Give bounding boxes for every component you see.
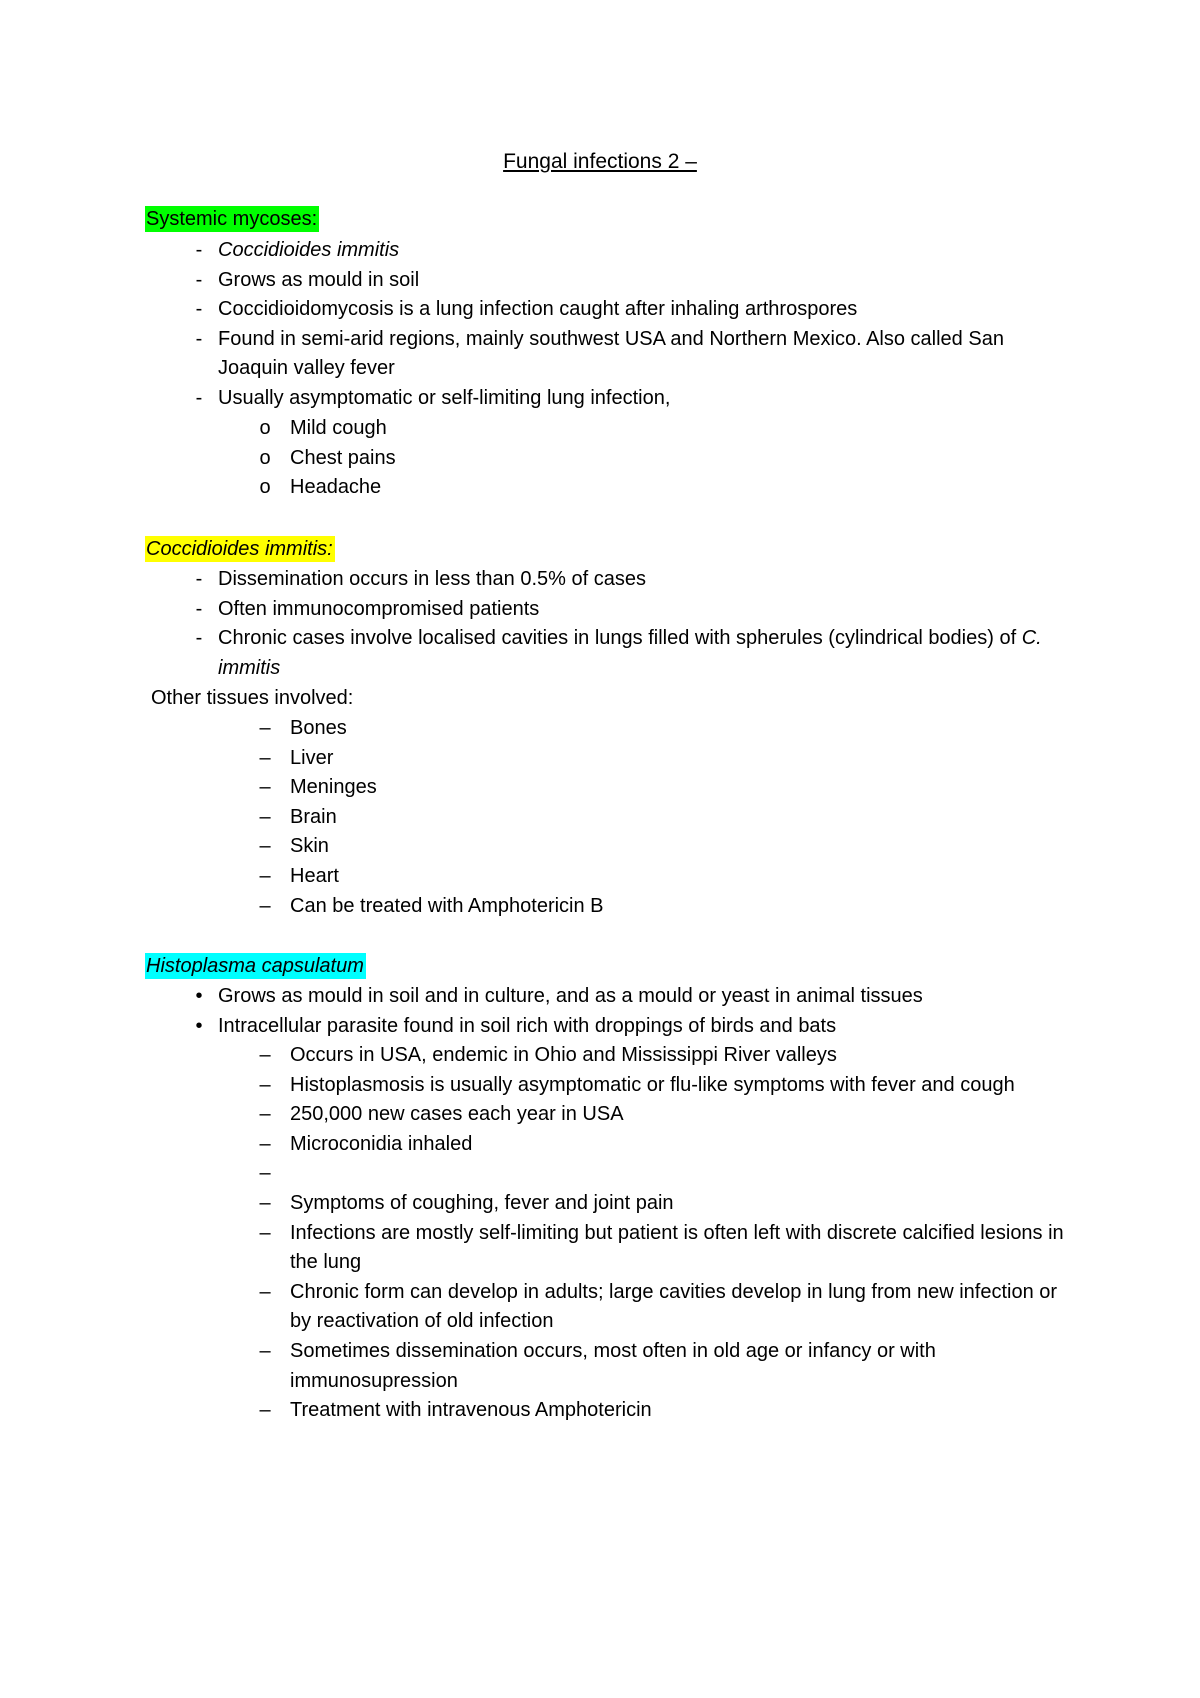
list-item: – Sometimes dissemination occurs, most often in old age or infancy or with immunosupression [259,1339,936,1392]
systemic-list [195,236,1068,414]
list-item: o Chest pains [259,446,396,469]
coccidioides-list [195,565,1068,683]
list-item: – Histoplasmosis is usually asymptomatic or flu-like symptoms with fever and cough [259,1073,1015,1096]
list-item: - Chronic cases involve localised cavities in lungs filled with spherules (cylindrical bodies) of C. immitis [195,627,1042,679]
tissues-list [259,714,1070,921]
list-item: o Mild cough [259,417,387,439]
list-item: • Grows as mould in soil and in culture, and as a mould or yeast in animal tissues [195,985,923,1007]
symptoms-list [259,414,1070,503]
list-item: – Symptoms of coughing, fever and joint pain [259,1191,674,1214]
list-item: – Chronic form can develop in adults; large cavities develop in lung from new infection or by reactivation of old infection [259,1280,1058,1333]
list-item: – Liver [259,746,334,769]
list-item: - Found in semi-arid regions, mainly southwest USA and Northern Mexico. Also called San Joaquin valley fever [195,327,1004,380]
list-item: - Coccidioidomycosis is a lung infection caught after inhaling arthrospores [195,298,858,321]
list-item: - Dissemination occurs in less than 0.5% of cases [195,568,646,590]
list-item: – Meninges [259,776,377,799]
list-item: • Intracellular parasite found in soil rich with droppings of birds and bats [195,1014,837,1037]
other-tissues-label: Other tissues involved: [151,687,354,709]
list-item: - Coccidioides immitis [195,239,400,261]
list-item: – Occurs in USA, endemic in Ohio and Mississippi River valleys [259,1044,837,1066]
list-item: – Can be treated with Amphotericin B [259,894,604,917]
list-item: – Bones [259,717,347,739]
list-item: - Usually asymptomatic or self-limiting lung infection, [195,386,671,409]
list-item: – [259,1162,271,1185]
list-item: – 250,000 new cases each year in USA [259,1103,624,1126]
list-item: – Infections are mostly self-limiting but patient is often left with discrete calcified lesions in the lung [259,1221,1064,1274]
page-title: Fungal infections 2 – [503,150,697,173]
list-item: o Headache [259,476,382,499]
list-item: – Brain [259,805,337,828]
list-item: - Often immunocompromised patients [195,597,540,620]
list-item: – Microconidia inhaled [259,1132,473,1155]
heading-coccidioides: Coccidioides immitis: [146,538,333,560]
list-item: – Skin [259,835,329,858]
list-item: - Grows as mould in soil [195,268,420,291]
list-item: – Treatment with intravenous Amphotericin [259,1399,652,1422]
histoplasma-list [195,982,1068,1041]
histoplasma-details-list [259,1041,1070,1426]
list-item: – Heart [259,864,339,887]
heading-systemic-mycoses: Systemic mycoses: [146,208,318,230]
heading-histoplasma: Histoplasma capsulatum [146,955,364,977]
